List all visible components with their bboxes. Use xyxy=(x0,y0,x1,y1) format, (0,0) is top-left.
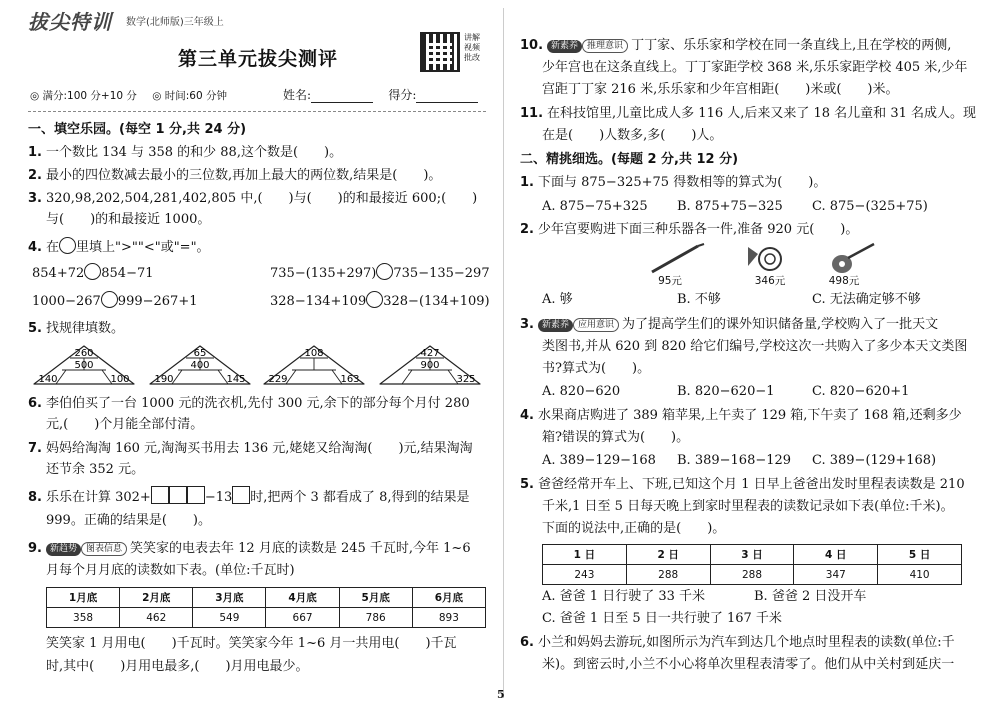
pattern-triangle xyxy=(376,344,484,386)
question-9-cont: 月每个月月底的读数如下表。(单位:千瓦时) xyxy=(46,563,295,578)
qr-code-icon[interactable] xyxy=(420,32,460,72)
digit-box[interactable] xyxy=(232,486,250,504)
compare-circle-icon xyxy=(59,237,76,254)
compare-row-1: 854+72 854−71 xyxy=(32,263,154,284)
triangle-right-value: 325 xyxy=(456,374,476,385)
compare-row-1b: 735−(135+297) 735−135−297 xyxy=(270,263,490,284)
horn-icon xyxy=(748,247,781,270)
question-3: 3. 320,98,202,504,281,402,805 中,( )与( )的和最接近 600;( ) xyxy=(28,191,478,206)
question-8: 8. 乐乐在计算 302+ −13 时,把两个 3 都看成了 8,得到的结果是 xyxy=(28,486,469,508)
question-9: 9. 新趋势 图表信息 笑笑家的电表去年 12 月底的读数是 245 千瓦时,今年 1~6 xyxy=(28,541,471,556)
triangle-right-value: 100 xyxy=(110,374,130,385)
option-b[interactable]: B. 875+75−325 xyxy=(677,199,783,214)
table-row: 243 288 288 347 410 xyxy=(543,565,962,585)
literacy-badge: 新素养 xyxy=(538,319,573,332)
instrument-images xyxy=(650,242,890,276)
triangle-mid-value: 400 xyxy=(190,360,210,371)
guitar-price: 498元 xyxy=(828,275,860,287)
triangle-right-value: 163 xyxy=(340,374,360,385)
trend-badge: 新趋势 xyxy=(46,543,81,556)
score-label: 得分: xyxy=(388,88,417,102)
choice-3-cont2: 书?算式为( )。 xyxy=(542,361,651,376)
compare-circle-input[interactable] xyxy=(101,291,118,308)
reasoning-badge: 推理意识 xyxy=(582,39,628,53)
pattern-triangle xyxy=(260,344,368,386)
digit-box[interactable] xyxy=(169,486,187,504)
compare-circle-input[interactable] xyxy=(366,291,383,308)
name-score-fields xyxy=(283,86,478,103)
pattern-triangle xyxy=(30,344,138,386)
electricity-table xyxy=(46,587,486,628)
question-4: 4. 在 里填上">""<"或"="。 xyxy=(28,237,210,258)
guitar-icon xyxy=(832,244,874,273)
question-10: 10. 新素养 推理意识 丁丁家、乐乐家和学校在同一条直线上,且在学校的两侧, xyxy=(520,38,952,53)
question-1: 1. 一个数比 134 与 358 的和少 88,这个数是( )。 xyxy=(28,145,343,160)
choice-4: 4. 水果商店购进了 389 箱苹果,上午卖了 129 箱,下午卖了 168 箱,还剩多少 xyxy=(520,408,962,423)
question-9-line3: 笑笑家 1 月用电( )千瓦时。笑笑家今年 1~6 月一共用电( )千瓦 xyxy=(46,636,457,651)
choice-6-cont: 米)。到密云时,小兰不小心将单次里程表清零了。他们从中关村到延庆一 xyxy=(542,657,955,672)
application-badge: 应用意识 xyxy=(573,318,619,332)
option-b[interactable]: B. 不够 xyxy=(677,292,721,307)
column-divider xyxy=(503,8,504,698)
triangle-mid-value: 500 xyxy=(74,360,94,371)
digit-box[interactable] xyxy=(187,486,205,504)
flute-icon xyxy=(652,244,704,272)
mileage-table xyxy=(542,544,962,585)
option-c[interactable]: C. 875−(325+75) xyxy=(812,199,928,214)
full-score: ◎ 满分:100 分+10 分 xyxy=(30,90,137,102)
option-b[interactable]: B. 389−168−129 xyxy=(677,453,792,468)
question-6-cont: 元,( )个月能全部付清。 xyxy=(46,417,204,432)
section-1-heading: 一、填空乐园。(每空 1 分,共 24 分) xyxy=(28,122,247,137)
choice-2: 2. 少年宫要购进下面三种乐器各一件,准备 920 元( )。 xyxy=(520,222,859,237)
question-2: 2. 最小的四位数减去最小的三位数,再加上最大的两位数,结果是( )。 xyxy=(28,168,442,183)
compare-circle-input[interactable] xyxy=(84,263,101,280)
question-10-cont: 少年宫也在这条直线上。丁丁家距学校 368 米,乐乐家距学校 405 米,少年 xyxy=(542,60,968,75)
exam-meta xyxy=(30,88,239,103)
choice-5-options-ab xyxy=(542,586,866,607)
question-9-line4: 时,其中( )月用电最多,( )月用电最少。 xyxy=(46,659,309,674)
book-subtitle: 数学(北师版)三年级上 xyxy=(126,17,224,28)
question-6: 6. 李伯伯买了一台 1000 元的洗衣机,先付 300 元,余下的部分每个月付 280 xyxy=(28,396,470,411)
option-a[interactable]: A. 389−129−168 xyxy=(542,453,656,468)
brand-logo: 拔尖特训 xyxy=(28,10,112,34)
name-label: 姓名: xyxy=(283,88,312,102)
choice-3-cont: 类图书,并从 620 到 820 给它们编号,学校这次一共购入了多少本天文类图 xyxy=(542,339,968,354)
triangle-top-value: 65 xyxy=(193,348,207,359)
table-row: 358 462 549 667 786 893 xyxy=(47,608,486,628)
question-8-cont: 999。正确的结果是( )。 xyxy=(46,513,211,528)
option-c[interactable]: C. 389−(129+168) xyxy=(812,453,937,468)
option-c[interactable]: C. 爸爸 1 日至 5 日一共行驶了 167 千米 xyxy=(542,611,782,626)
score-blank[interactable] xyxy=(416,90,478,103)
option-b[interactable]: B. 820−620−1 xyxy=(677,384,775,399)
chart-info-badge: 图表信息 xyxy=(81,542,127,556)
question-10-cont2: 宫距丁丁家 216 米,乐乐家和少年宫相距( )米或( )米。 xyxy=(542,82,899,97)
table-header-row: 1 日 2 日 3 日 4 日 5 日 xyxy=(543,545,962,565)
header-separator xyxy=(28,111,486,112)
choice-5: 5. 爸爸经常开车上、下班,已知这个月 1 日早上爸爸出发时里程表读数是 210 xyxy=(520,477,965,492)
triangle-left-value: 229 xyxy=(268,374,288,385)
page-title: 第三单元拔尖测评 xyxy=(178,48,339,70)
question-11-cont: 在是( )人数多,多( )人。 xyxy=(542,128,723,143)
choice-4-options xyxy=(542,450,947,471)
compare-row-2b: 328−134+109 328−(134+109) xyxy=(270,291,490,312)
choice-3: 3. 新素养 应用意识 为了提高学生们的课外知识储备量,学校购入了一批天文 xyxy=(520,317,939,332)
choice-1: 1. 下面与 875−325+75 得数相等的算式为( )。 xyxy=(520,175,827,190)
question-7: 7. 妈妈给淘淘 160 元,淘淘买书用去 136 元,姥姥又给淘淘( )元,结果淘淘 xyxy=(28,441,473,456)
compare-row-2: 1000−267 999−267+1 xyxy=(32,291,197,312)
digit-box[interactable] xyxy=(151,486,169,504)
option-a[interactable]: A. 820−620 xyxy=(542,384,621,399)
triangle-top-value: 260 xyxy=(74,348,94,359)
section-2-heading: 二、精挑细选。(每题 2 分,共 12 分) xyxy=(520,152,739,167)
option-c[interactable]: C. 无法确定够不够 xyxy=(812,292,921,307)
qr-caption: 讲解视频批改 xyxy=(464,33,480,62)
page-number: 5 xyxy=(497,688,505,701)
pattern-triangles xyxy=(28,344,488,386)
choice-2-options xyxy=(542,289,947,310)
choice-3-options xyxy=(542,381,947,402)
option-c[interactable]: C. 820−620+1 xyxy=(812,384,910,399)
question-5: 5. 找规律填数。 xyxy=(28,321,124,336)
name-blank[interactable] xyxy=(311,90,373,103)
triangle-top-value: 108 xyxy=(304,348,324,359)
choice-5-cont2: 下面的说法中,正确的是( )。 xyxy=(542,521,726,536)
triangle-left-value: 140 xyxy=(38,374,58,385)
triangle-top-value: 427 xyxy=(420,348,440,359)
choice-6: 6. 小兰和妈妈去游玩,如图所示为汽车到达几个地点时里程表的读数(单位:千 xyxy=(520,635,955,650)
option-a[interactable]: A. 875−75+325 xyxy=(542,199,648,214)
choice-1-options xyxy=(542,196,947,217)
table-header-row: 1月底 2月底 3月底 4月底 5月底 6月底 xyxy=(47,588,486,608)
compare-circle-input[interactable] xyxy=(376,263,393,280)
triangle-mid-value: 900 xyxy=(420,360,440,371)
pattern-triangle xyxy=(146,344,254,386)
triangle-left-value: 190 xyxy=(154,374,174,385)
question-11: 11. 在科技馆里,儿童比成人多 116 人,后来又来了 18 名儿童和 31 名成人。现 xyxy=(520,106,976,121)
horn-price: 346元 xyxy=(754,275,786,287)
choice-4-cont: 箱?错误的算式为( )。 xyxy=(542,430,690,445)
option-a[interactable]: A. 够 xyxy=(542,292,573,307)
question-3-cont: 与( )的和最接近 1000。 xyxy=(46,212,211,227)
option-a[interactable]: A. 爸爸 1 日行驶了 33 千米 xyxy=(542,589,705,604)
question-7-cont: 还节余 352 元。 xyxy=(46,462,145,477)
literacy-badge: 新素养 xyxy=(547,40,582,53)
choice-5-cont: 千米,1 日至 5 日每天晚上到家时里程表的读数记录如下表(单位:千米)。 xyxy=(542,499,954,514)
time-limit: ◎ 时间:60 分钟 xyxy=(152,90,228,102)
option-b[interactable]: B. 爸爸 2 日没开车 xyxy=(754,589,867,604)
triangle-right-value: 145 xyxy=(226,374,246,385)
flute-price: 95元 xyxy=(658,275,682,287)
